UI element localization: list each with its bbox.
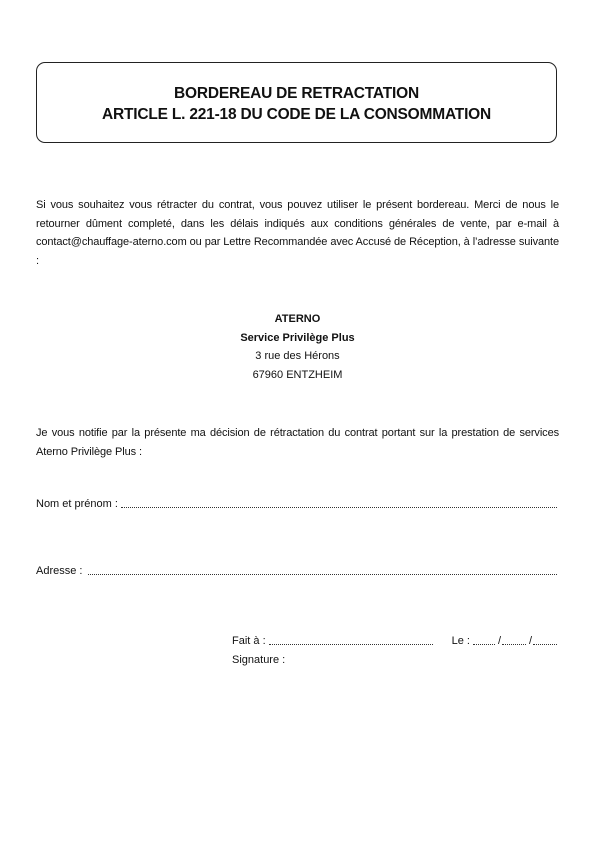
place-date-row	[232, 634, 557, 648]
document-subtitle: ARTICLE L. 221-18 DU CODE DE LA CONSOMMATION	[101, 106, 492, 123]
address-fill-line[interactable]	[88, 565, 557, 575]
place-fill-line[interactable]	[269, 635, 433, 645]
intro-paragraph: Si vous souhaitez vous rétracter du contrat, vous pouvez utiliser le présent bordereau. Merci de nous le retourner dûment completé, dans les délais indiqués aux conditions générales de vente, par e-mail à contact@chauffage-aterno.com ou par Lettre Recommandée avec Accusé de Réception, à l’adresse suivante :	[36, 199, 559, 267]
address-street: 3 rue des Hérons	[255, 350, 340, 362]
address-field-row	[36, 564, 557, 578]
return-address	[0, 310, 595, 384]
notice-paragraph: Je vous notifie par la présente ma décision de rétractation du contrat portant sur la prestation de services Aterno Privilège Plus :	[36, 427, 559, 458]
year-fill-line[interactable]	[533, 635, 557, 645]
address-service: Service Privilège Plus	[240, 331, 355, 344]
address-company: ATERNO	[274, 313, 321, 325]
signature-label: Signature :	[232, 654, 286, 666]
address-label: Adresse :	[36, 565, 83, 577]
address-city: 67960 ENTZHEIM	[252, 368, 343, 381]
document-title: BORDEREAU DE RETRACTATION	[173, 85, 419, 102]
date-separator: /	[529, 635, 533, 647]
name-field-row	[36, 497, 557, 511]
date-label: Le :	[451, 635, 470, 647]
place-label: Fait à :	[232, 635, 266, 647]
month-fill-line[interactable]	[502, 635, 526, 645]
title-box	[36, 62, 557, 143]
name-fill-line[interactable]	[121, 498, 557, 508]
name-label: Nom et prénom :	[36, 498, 118, 510]
date-separator: /	[497, 635, 502, 647]
day-fill-line[interactable]	[473, 635, 495, 645]
